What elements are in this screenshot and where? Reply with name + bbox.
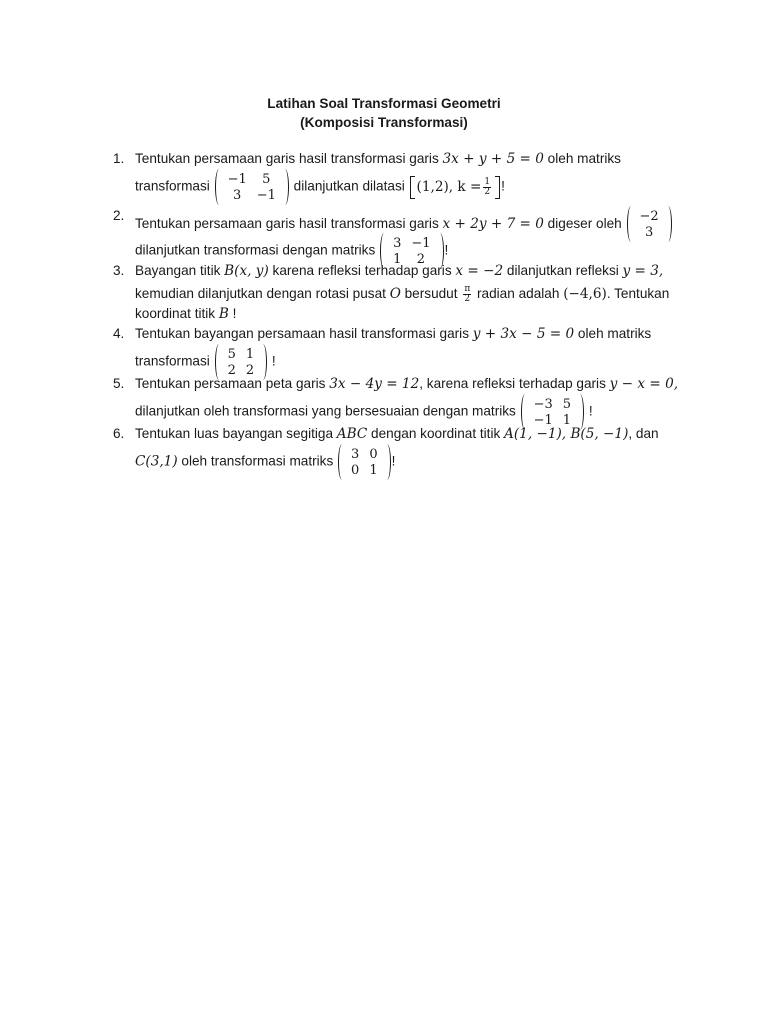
equation: 3x + y + 5 = 0 (442, 151, 544, 167)
question-text: Tentukan luas bayangan segitiga (135, 426, 337, 441)
point-label: B (218, 306, 229, 322)
coordinate: C(3,1) (135, 453, 178, 470)
fraction (463, 285, 471, 304)
question-text: dengan koordinat titik (367, 426, 505, 441)
question-number: 4. (113, 326, 125, 341)
equation: y + 3x − 5 = 0 (472, 326, 575, 342)
question-text: digeser oleh (543, 216, 626, 231)
matrix-cell: 1 (562, 412, 572, 428)
question-line (135, 326, 651, 342)
matrix-cell: 0 (369, 446, 378, 462)
matrix (521, 396, 584, 428)
question-text: ! (444, 242, 449, 258)
matrix-cell: 1 (245, 346, 255, 362)
matrix-cell: 0 (351, 462, 360, 478)
question-text: karena refleksi terhadap garis (268, 263, 456, 278)
fraction-denominator: 2 (464, 294, 471, 304)
question-text: ! (391, 453, 396, 469)
question-text: Bayangan titik (135, 263, 225, 278)
fraction-numerator: 1 (484, 176, 491, 187)
question-text: Tentukan persamaan garis hasil transformasi garis (135, 216, 443, 231)
question-number: 2. (113, 208, 125, 223)
question-text: oleh transformasi matriks (177, 453, 338, 469)
question-text: Tentukan persamaan garis hasil transformasi garis (135, 151, 443, 166)
matrix-cell: 2 (416, 251, 426, 267)
document-title (0, 94, 768, 132)
equation: x + 2y + 7 = 0 (442, 216, 544, 232)
matrix-cell: 3 (233, 187, 242, 203)
equation: x = −2 (455, 263, 504, 279)
question-text: dilanjutkan refleksi (503, 263, 623, 278)
fraction (483, 178, 491, 197)
question-number: 1. (113, 151, 125, 166)
question-text: , dan (628, 426, 659, 441)
question-text: radian adalah (473, 286, 564, 302)
question-text: Tentukan persamaan peta garis (135, 376, 330, 391)
matrix (338, 446, 391, 478)
question-text: koordinat titik (135, 306, 219, 321)
matrix (215, 171, 289, 203)
vector-cell: −2 (639, 208, 659, 224)
question-text: dilanjutkan oleh transformasi yang bersesuaian dengan matriks (135, 403, 520, 419)
vector-cell: 3 (644, 224, 654, 240)
question-text: transformasi (135, 353, 214, 369)
matrix-cell: −1 (256, 187, 276, 203)
question-text: , karena refleksi terhadap garis (419, 376, 610, 391)
question-line (135, 346, 276, 378)
question-number: 6. (113, 426, 125, 441)
matrix-cell: −1 (533, 412, 553, 428)
question-text: ! (501, 178, 505, 194)
question-text: oleh matriks (543, 151, 621, 166)
question-line (135, 446, 395, 478)
question-line (135, 285, 669, 304)
title-line-1: Latihan Soal Transformasi Geometri (267, 96, 501, 111)
matrix-cell: 2 (227, 362, 236, 378)
question-line (135, 376, 678, 392)
matrix-cell: 2 (245, 362, 255, 378)
equation: y − x = 0, (609, 376, 679, 392)
matrix-cell: 3 (393, 235, 402, 251)
question-line (135, 306, 236, 322)
triangle-label: ABC (336, 426, 368, 442)
translation-vector (627, 208, 672, 240)
dilation-expression: (1,2), k = (416, 178, 482, 195)
question-line (135, 396, 593, 428)
question-line (135, 171, 505, 203)
question-text: dilanjutkan transformasi dengan matriks (135, 242, 380, 258)
matrix-cell: 1 (369, 462, 378, 478)
matrix-cell: 5 (262, 171, 271, 187)
question-text: kemudian dilanjutkan dengan rotasi pusat (135, 286, 390, 302)
question-text: bersudut (400, 286, 462, 302)
dilation-bracket (410, 178, 501, 197)
question-text: ! (228, 306, 237, 321)
question-text: dilanjutkan dilatasi (289, 178, 409, 194)
question-number: 5. (113, 376, 125, 391)
question-line (135, 263, 663, 279)
coordinate: (−4,6) (563, 286, 607, 303)
equation: y = 3, (622, 263, 664, 279)
question-text: transformasi (135, 178, 214, 194)
matrix-cell: −1 (227, 171, 247, 187)
coordinates: A(1, −1), B(5, −1) (504, 426, 629, 442)
question-line (135, 151, 621, 167)
matrix-cell: 5 (227, 346, 236, 362)
point-label: O (389, 286, 401, 303)
question-number: 3. (113, 263, 125, 278)
fraction-numerator: π (464, 284, 471, 294)
matrix (215, 346, 268, 378)
question-text: . Tentukan (606, 286, 670, 302)
question-text: ! (268, 353, 276, 369)
point-label: B(x, y) (224, 263, 269, 279)
matrix-cell: 5 (562, 396, 572, 412)
question-text: oleh matriks (574, 326, 652, 341)
matrix-cell: 3 (351, 446, 360, 462)
title-line-2: (Komposisi Transformasi) (300, 115, 468, 130)
fraction-denominator: 2 (484, 186, 491, 197)
question-line (135, 426, 659, 442)
question-text: ! (585, 403, 593, 419)
matrix-cell: −3 (533, 396, 553, 412)
question-text: Tentukan bayangan persamaan hasil transformasi garis (135, 326, 473, 341)
matrix-cell: −1 (411, 235, 431, 251)
matrix-cell: 1 (393, 251, 402, 267)
equation: 3x − 4y = 12 (329, 376, 420, 392)
